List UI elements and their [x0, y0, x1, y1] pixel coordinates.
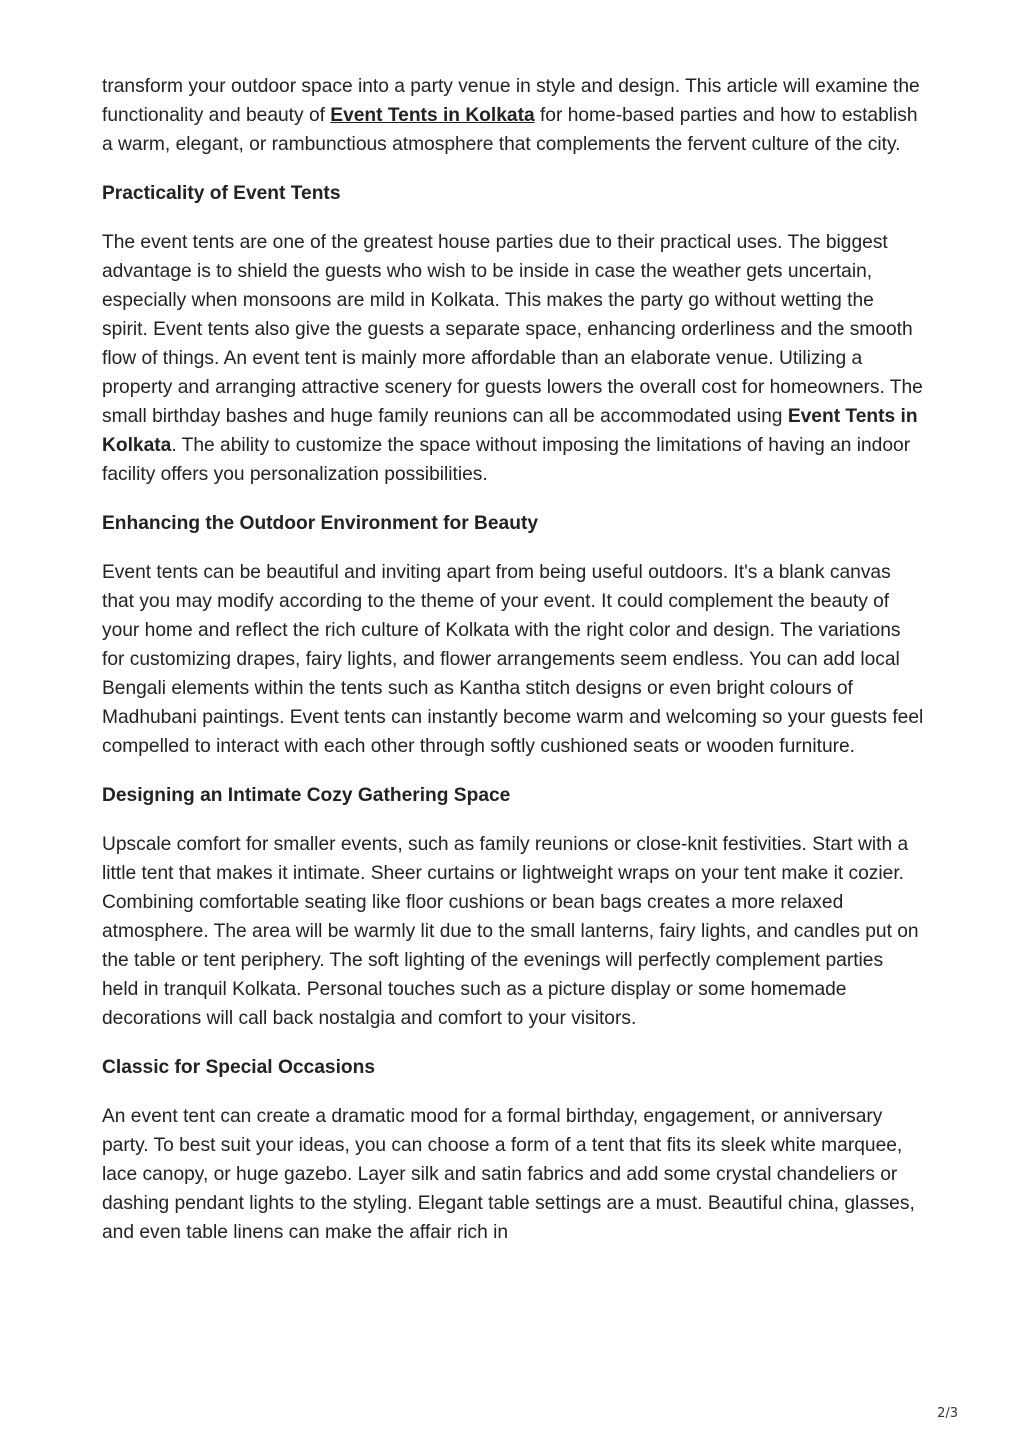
- page-number: 2/3: [937, 1406, 958, 1421]
- section-paragraph-cozy: Upscale comfort for smaller events, such as family reunions or close-knit festivities. Start with a little tent that makes it intimate. Sheer curtains or lightweight wraps on your tent make it cozier. Combining comfortable seating like floor cushions or bean bags creates a more relaxed atmosphere. The area will be warmly lit due to the small lanterns, fairy lights, and candles put on the table or tent periphery. The soft lighting of the evenings will perfectly complement parties held in tranquil Kolkata. Personal touches such as a picture display or some homemade decorations will call back nostalgia and comfort to your visitors.: [102, 834, 919, 1029]
- section-heading-practicality: Practicality of Event Tents: [102, 183, 341, 204]
- document-body: [102, 72, 924, 1267]
- practicality-text-after: . The ability to customize the space without imposing the limitations of having an indoor facility offers you personalization possibilities.: [102, 435, 911, 485]
- section-heading-cozy: Designing an Intimate Cozy Gathering Space: [102, 785, 511, 806]
- practicality-bold-keyword: Event Tents in Kolkata: [102, 406, 918, 456]
- section-heading-beauty: Enhancing the Outdoor Environment for Beauty: [102, 513, 539, 534]
- intro-text-after: for home-based parties and how to establish a warm, elegant, or rambunctious atmosphere that complements the fervent culture of the city.: [102, 105, 918, 155]
- intro-paragraph: [102, 72, 924, 159]
- practicality-text-before: The event tents are one of the greatest house parties due to their practical uses. The biggest advantage is to shield the guests who wish to be inside in case the weather gets uncertain, especially when monsoons are mild in Kolkata. This makes the party go without wetting the spirit. Event tents also give the guests a separate space, enhancing orderliness and the smooth flow of things. An event tent is mainly more affordable than an elaborate venue. Utilizing a property and arranging attractive scenery for guests lowers the overall cost for homeowners. The small birthday bashes and huge family reunions can all be accommodated using: [102, 232, 923, 427]
- intro-text-before: transform your outdoor space into a party venue in style and design. This article will examine the functionality and beauty of: [102, 76, 920, 126]
- event-tents-link[interactable]: Event Tents in Kolkata: [330, 105, 535, 126]
- section-heading-classic: Classic for Special Occasions: [102, 1057, 376, 1078]
- section-paragraph-classic: An event tent can create a dramatic mood for a formal birthday, engagement, or anniversary party. To best suit your ideas, you can choose a form of a tent that fits its sleek white marquee, lace canopy, or huge gazebo. Layer silk and satin fabrics and add some crystal chandeliers or dashing pendant lights to the styling. Elegant table settings are a must. Beautiful china, glasses, and even table linens can make the affair rich in: [102, 1106, 915, 1243]
- section-paragraph-beauty: Event tents can be beautiful and inviting apart from being useful outdoors. It's a blank canvas that you may modify according to the theme of your event. It could complement the beauty of your home and reflect the rich culture of Kolkata with the right color and design. The variations for customizing drapes, fairy lights, and flower arrangements seem endless. You can add local Bengali elements within the tents such as Kantha stitch designs or even bright colours of Madhubani paintings. Event tents can instantly become warm and welcoming so your guests feel compelled to interact with each other through softly cushioned seats or wooden furniture.: [102, 562, 924, 757]
- section-paragraph-practicality: [102, 228, 924, 489]
